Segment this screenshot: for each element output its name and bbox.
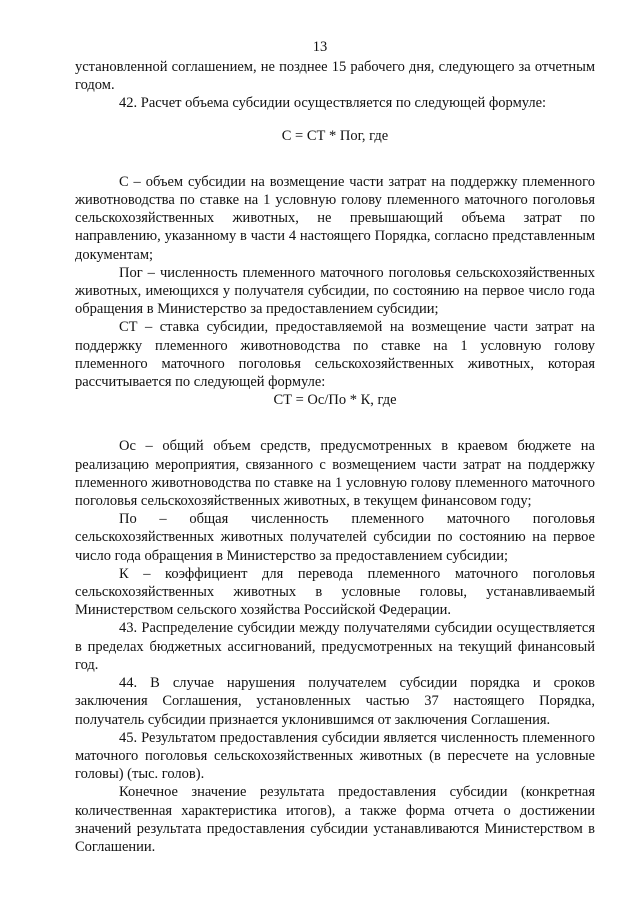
paragraph-final-value: Конечное значение результата предоставления субсидии (конкретная количественная характеристика итогов), а также форма отчета о достижении значений результата предоставления субсидии устанавливаются Министерством в Соглашении.	[75, 784, 595, 855]
definition-po: По – общая численность племенного маточного поголовья сельскохозяйственных животных получателей субсидии по состоянию на первое число года обращения в Министерство за предоставлением субсидии;	[75, 511, 595, 564]
definition-st: СТ – ставка субсидии, предоставляемой на возмещение части затрат на поддержку племенного животноводства по ставке на 1 условную голову племенного маточного поголовья сельскохозяйственных животных, которая рассчитывается по следующей формуле:	[75, 319, 595, 391]
paragraph-44: 44. В случае нарушения получателем субсидии порядка и сроков заключения Соглашения, установленных частью 37 настоящего Порядка, получатель субсидии признается уклонившимся от заключения Соглашения.	[75, 675, 595, 728]
definition-k: К – коэффициент для перевода племенного маточного поголовья сельскохозяйственных животных в условные головы, устанавливаемый Министерством сельского хозяйства Российской Федерации.	[75, 565, 595, 619]
definition-pog: Пог – численность племенного маточного поголовья сельскохозяйственных животных, имеющихся у получателя субсидии, по состоянию на первое число года обращения в Министерство за предоставлением субсидии;	[75, 264, 595, 318]
formula-rate: СТ = Ос/По * К, где	[273, 392, 397, 409]
paragraph-43: 43. Распределение субсидии между получателями субсидии осуществляется в пределах бюджетных ассигнований, предусмотренных на текущий финансовый год.	[75, 620, 595, 673]
page-number: 13	[312, 39, 328, 55]
paragraph-42: 42. Расчет объема субсидии осуществляется по следующей формуле:	[119, 95, 547, 112]
document-body	[75, 58, 595, 856]
paragraph-continuation: установленной соглашением, не позднее 15 рабочего дня, следующего за отчетным годом.	[75, 59, 595, 94]
definition-os: Ос – общий объем средств, предусмотренных в краевом бюджете на реализацию мероприятия, связанного с возмещением части затрат на поддержку племенного животноводства по ставке на 1 условную голову племенного маточного поголовья сельскохозяйственных животных, в текущем финансовом году;	[75, 438, 595, 510]
paragraph-45: 45. Результатом предоставления субсидии является численность племенного маточного поголовья сельскохозяйственных животных (в пересчете на условные головы) (тыс. голов).	[75, 729, 595, 783]
definition-c: С – объем субсидии на возмещение части затрат на поддержку племенного животноводства по ставке на 1 условную голову племенного маточного поголовья сельскохозяйственных животных, не превышающий объема затрат по направлению, указанному в части 4 настоящего Порядка, согласно представленным документам;	[75, 173, 595, 263]
formula-subsidy-volume: С = СТ * Пог, где	[281, 127, 389, 144]
